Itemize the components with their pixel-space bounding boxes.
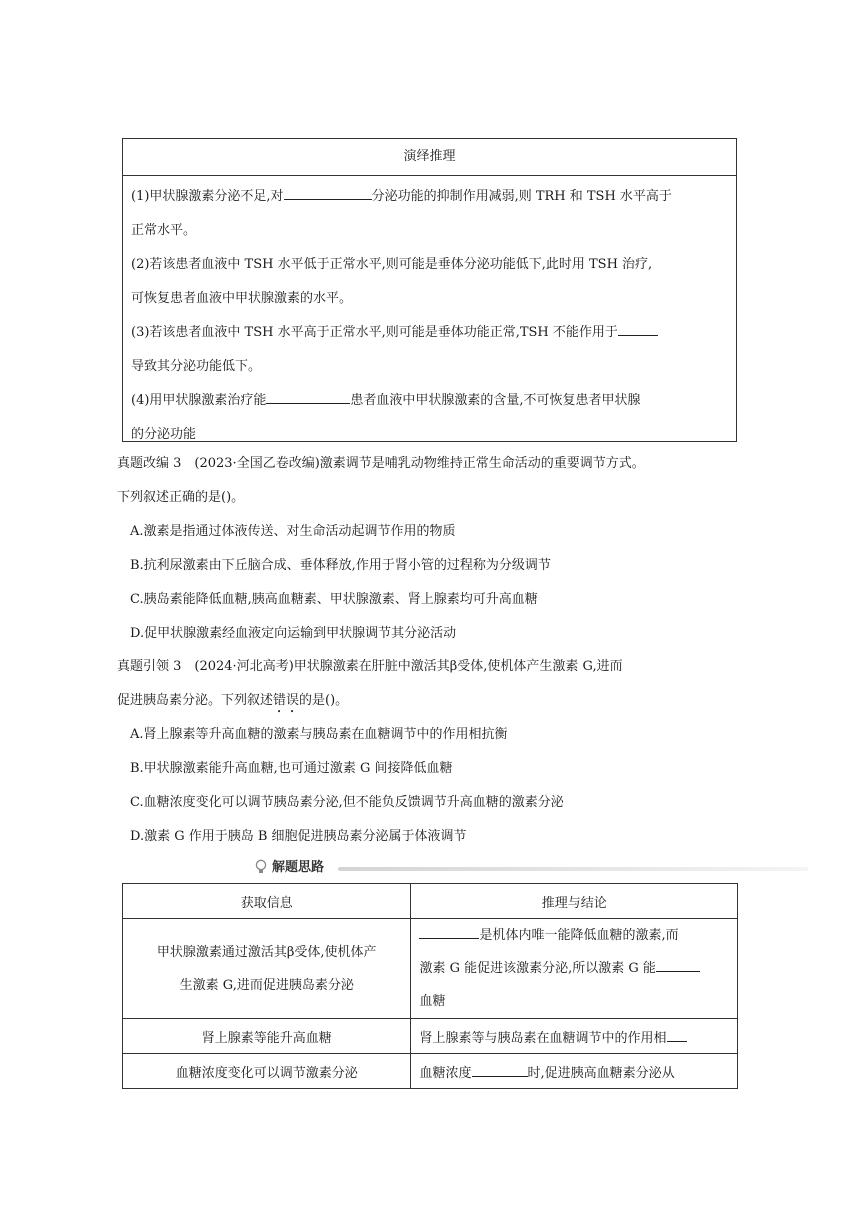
table-cell bbox=[411, 919, 738, 1019]
table-row bbox=[123, 1054, 738, 1089]
answer-blank[interactable] bbox=[472, 1062, 528, 1077]
reasoning-item-4 bbox=[131, 384, 728, 418]
cell-text: 血糖 bbox=[419, 994, 446, 1009]
question-stem bbox=[117, 684, 750, 718]
cell-text: 血糖浓度 bbox=[419, 1065, 472, 1081]
stem-text: 促进胰岛素分泌。下列叙述 bbox=[117, 693, 274, 708]
cell-text: 肾上腺素等与胰岛素在血糖调节中的作用相 bbox=[419, 1030, 667, 1046]
stem-text: 的是()。 bbox=[299, 693, 349, 708]
option-d[interactable]: D.促甲状腺激素经血液定向运输到甲状腺调节其分泌活动 bbox=[130, 626, 457, 641]
table-cell bbox=[411, 1019, 738, 1054]
question-2 bbox=[117, 650, 750, 854]
cell-text: 时,促进胰高血糖素分泌从 bbox=[527, 1065, 675, 1081]
cell-text: 激素 G 能促进该激素分泌,所以激素 G 能 bbox=[419, 961, 656, 976]
box-body bbox=[123, 176, 736, 452]
solution-tip-banner bbox=[254, 858, 814, 878]
answer-blank[interactable] bbox=[618, 321, 658, 336]
lightbulb-icon bbox=[254, 859, 268, 875]
table-cell bbox=[123, 919, 411, 1019]
reasoning-item-3 bbox=[131, 316, 728, 350]
item-text: (3)若该患者血液中 TSH 水平高于正常水平,则可能是垂体功能正常,TSH 不能作用于 bbox=[131, 325, 618, 340]
cell-text: 是机体内唯一能降低血糖的激素,而 bbox=[479, 928, 679, 943]
option-c[interactable]: C.血糖浓度变化可以调节胰岛素分泌,但不能负反馈调节升高血糖的激素分泌 bbox=[130, 795, 564, 810]
question-stem: 真题引领 3 (2024·河北高考)甲状腺激素在肝脏中激活其β受体,使机体产生激素 G,进而 bbox=[117, 659, 623, 674]
table-cell: 血糖浓度变化可以调节激素分泌 bbox=[123, 1054, 411, 1089]
item-text: 分泌功能的抑制作用减弱,则 TRH 和 TSH 水平高于 bbox=[371, 189, 672, 204]
item-text: 患者血液中甲状腺激素的含量,不可恢复患者甲状腺 bbox=[350, 393, 641, 408]
option-b[interactable]: B.甲状腺激素能升高血糖,也可通过激素 G 间接降低血糖 bbox=[130, 761, 453, 776]
question-1 bbox=[117, 447, 750, 651]
reasoning-item-1 bbox=[131, 180, 728, 214]
question-stem: 下列叙述正确的是()。 bbox=[117, 490, 245, 505]
analysis-table bbox=[122, 883, 738, 1089]
cell-text: 甲状腺激素通过激活其β受体,使机体产 bbox=[156, 944, 377, 960]
answer-blank[interactable] bbox=[667, 1027, 687, 1042]
table-row bbox=[123, 919, 738, 1019]
answer-blank[interactable] bbox=[284, 185, 372, 200]
table-cell bbox=[411, 1054, 738, 1089]
option-b[interactable]: B.抗利尿激素由下丘脑合成、垂体释放,作用于肾小管的过程称为分级调节 bbox=[130, 558, 551, 573]
cell-line bbox=[419, 919, 729, 952]
answer-blank[interactable] bbox=[419, 924, 479, 939]
answer-blank[interactable] bbox=[656, 957, 700, 972]
answer-blank[interactable] bbox=[266, 389, 350, 404]
table-cell: 肾上腺素等能升高血糖 bbox=[123, 1019, 411, 1054]
option-a[interactable]: A.激素是指通过体液传送、对生命活动起调节作用的物质 bbox=[130, 524, 456, 539]
cell-text: 生激素 G,进而促进胰岛素分泌 bbox=[179, 977, 354, 993]
box-header: 演绎推理 bbox=[123, 139, 736, 176]
column-header: 推理与结论 bbox=[411, 884, 738, 919]
table-header-row bbox=[123, 884, 738, 919]
emphasis-text: 错误 bbox=[273, 693, 300, 708]
reasoning-item-3-cont: 导致其分泌功能低下。 bbox=[131, 359, 262, 374]
reasoning-item-2: (2)若该患者血液中 TSH 水平低于正常水平,则可能是垂体分泌功能低下,此时用 TSH 治疗, bbox=[131, 257, 653, 272]
item-text: (1)甲状腺激素分泌不足,对 bbox=[131, 189, 284, 204]
column-header: 获取信息 bbox=[123, 884, 411, 919]
option-d[interactable]: D.激素 G 作用于胰岛 B 细胞促进胰岛素分泌属于体液调节 bbox=[130, 829, 467, 844]
reasoning-item-4-cont: 的分泌功能 bbox=[131, 427, 197, 442]
tip-label: 解题思路 bbox=[272, 860, 325, 875]
reasoning-item-1-cont: 正常水平。 bbox=[131, 223, 197, 238]
question-stem: 真题改编 3 (2023·全国乙卷改编)激素调节是哺乳动物维持正常生命活动的重要调节方式。 bbox=[117, 456, 645, 471]
option-c[interactable]: C.胰岛素能降低血糖,胰高血糖素、甲状腺激素、肾上腺素均可升高血糖 bbox=[130, 592, 538, 607]
cell-line bbox=[419, 952, 729, 985]
reasoning-item-2-cont: 可恢复患者血液中甲状腺激素的水平。 bbox=[131, 291, 353, 306]
tip-divider bbox=[338, 867, 808, 871]
deductive-reasoning-box bbox=[122, 138, 737, 442]
table-row bbox=[123, 1019, 738, 1054]
item-text: (4)用甲状腺激素治疗能 bbox=[131, 393, 267, 408]
option-a[interactable]: A.肾上腺素等升高血糖的激素与胰岛素在血糖调节中的作用相抗衡 bbox=[130, 727, 508, 742]
